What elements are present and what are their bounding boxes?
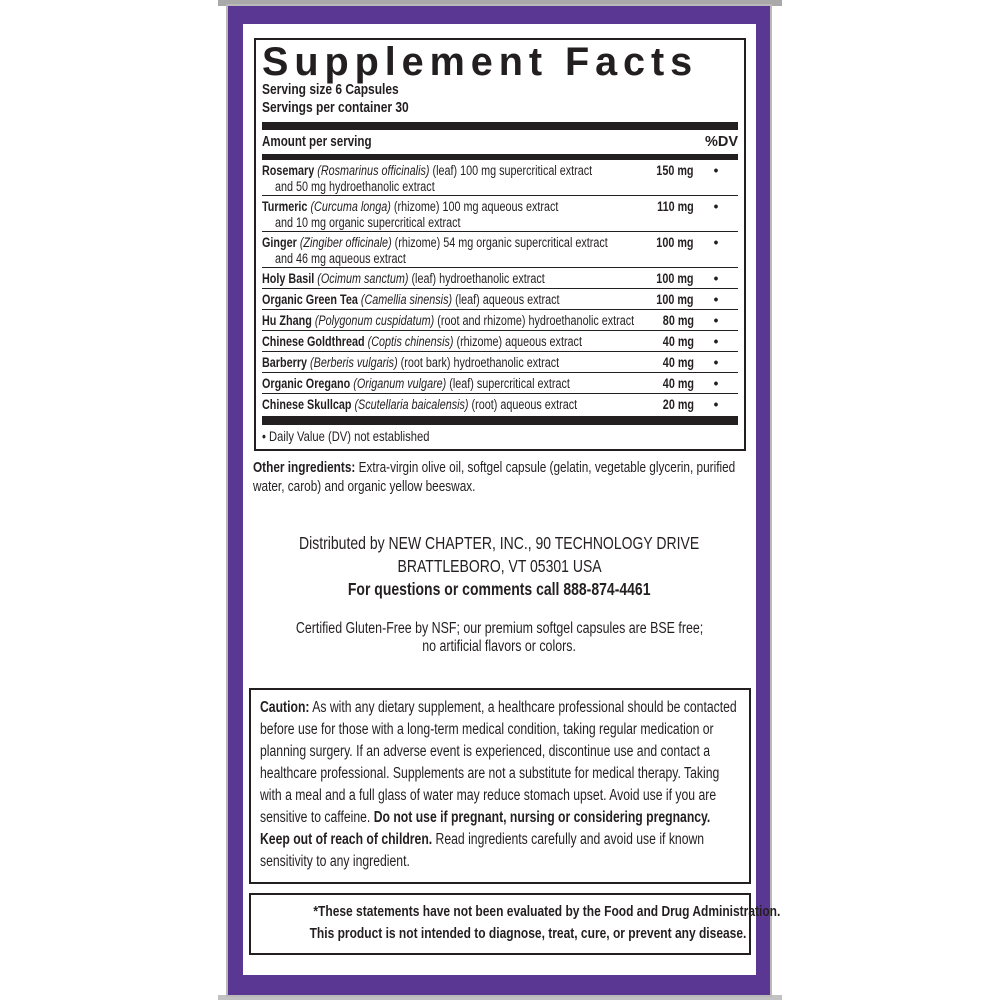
ingredient-name-cell	[262, 270, 638, 287]
label-content	[243, 24, 781, 975]
ingredient-amount-cell	[638, 375, 694, 392]
ingredient-name: Chinese Skullcap	[262, 396, 352, 412]
other-ingredients-text: Extra-virgin olive oil, softgel capsule (gelatin, vegetable glycerin, purified water, carob) and organic yellow beeswax.	[253, 459, 736, 495]
ingredient-latin-name: (Polygonum cuspidatum)	[314, 312, 435, 328]
dv-header: %DV	[704, 134, 738, 150]
ingredient-name: Organic Green Tea	[262, 291, 358, 307]
ingredient-name: Rosemary	[262, 162, 315, 178]
ingredient-name: Holy Basil	[262, 270, 315, 286]
ingredient-dv-bullet: •	[713, 198, 719, 214]
ingredient-line2-wrap	[262, 179, 638, 194]
ingredient-detail: (rhizome) aqueous extract	[456, 333, 582, 349]
caution-box	[249, 688, 751, 884]
ingredient-detail: (leaf) 100 mg supercritical extract	[432, 162, 593, 178]
other-ingredients-label: Other ingredients:	[253, 459, 356, 476]
ingredient-name: Chinese Goldthread	[262, 333, 365, 349]
purple-frame	[228, 6, 781, 995]
fda-disclaimer-line1: *These statements have not been evaluated by the Food and Drug Administration.	[313, 903, 781, 920]
ingredient-line2: and 10 mg organic supercritical extract	[275, 214, 461, 230]
ingredient-name: Ginger	[262, 234, 297, 250]
ingredient-dv-bullet: •	[713, 312, 719, 328]
ingredient-detail: (root and rhizome) hydroethanolic extract	[437, 312, 635, 328]
ingredient-name-cell	[262, 396, 638, 413]
other-ingredients	[253, 458, 748, 496]
ingredient-dv-bullet: •	[713, 162, 719, 178]
distributor-phone-line: For questions or comments call 888-874-4461	[348, 579, 651, 599]
caution-text	[260, 697, 740, 873]
ingredient-row	[262, 267, 738, 288]
caution-text1: As with any dietary supplement, a healthcare professional should be contacted before use for those with a long-term medical condition, taking regular medication or planning surgery. If an adverse event is experienced, discontinue use and contact a healthcare professional. Supplements are not a substitute for medical therapy. Taking with a meal and a full glass of water may reduce stomach upset. Avoid use if you are sensitive to caffeine.	[260, 699, 737, 826]
certification-block	[243, 620, 756, 656]
ingredient-dv-bullet: •	[713, 270, 719, 286]
ingredient-row	[262, 309, 738, 330]
fda-disclaimer-line2: This product is not intended to diagnose, treat, cure, or prevent any disease.	[309, 925, 747, 942]
supplement-facts-panel	[254, 38, 746, 451]
ingredient-detail: (leaf) aqueous extract	[455, 291, 560, 307]
caution-bold-sentence: Do not use if pregnant, nursing or considering pregnancy. Keep out of reach of children.	[260, 809, 711, 848]
ingredient-name-cell	[262, 198, 638, 230]
ingredient-dv-bullet: •	[713, 354, 719, 370]
distributor-line2: BRATTLEBORO, VT 05301 USA	[397, 556, 602, 576]
ingredient-dv-bullet: •	[713, 375, 719, 391]
ingredient-latin-name: (Origanum vulgare)	[353, 375, 447, 391]
ingredient-row	[262, 393, 738, 414]
ingredient-latin-name: (Ocimum sanctum)	[317, 270, 409, 286]
dv-footnote: • Daily Value (DV) not established	[262, 428, 430, 444]
ingredient-row	[262, 330, 738, 351]
fda-disclaimer-box	[249, 893, 781, 955]
servings-per-container: Servings per container 30	[262, 99, 409, 116]
ingredient-name: Turmeric	[262, 198, 308, 214]
ingredient-name-cell	[262, 333, 638, 350]
ingredient-name: Barberry	[262, 354, 308, 370]
panel-title: Supplement Facts	[262, 40, 699, 84]
ingredient-detail: (rhizome) 100 mg aqueous extract	[393, 198, 559, 214]
ingredient-name: Organic Oregano	[262, 375, 351, 391]
ingredient-amount-cell	[638, 333, 694, 350]
ingredient-table	[262, 160, 738, 414]
ingredient-row	[262, 231, 738, 267]
ingredient-name-cell	[262, 162, 638, 194]
ingredient-row	[262, 351, 738, 372]
distributor-line1: Distributed by NEW CHAPTER, INC., 90 TECHNOLOGY DRIVE	[299, 533, 700, 553]
ingredient-dv-bullet: •	[713, 234, 719, 250]
ingredient-row	[262, 288, 738, 309]
ingredient-detail: (rhizome) 54 mg organic supercritical extract	[394, 234, 608, 250]
ingredient-amount-cell	[638, 354, 694, 371]
ingredient-name-cell	[262, 234, 638, 266]
ingredient-amount: 40 mg	[662, 333, 694, 349]
ingredient-amount: 80 mg	[662, 312, 694, 328]
ingredient-latin-name: (Berberis vulgaris)	[310, 354, 398, 370]
ingredient-latin-name: (Rosmarinus officinalis)	[317, 162, 430, 178]
ingredient-amount: 100 mg	[656, 234, 694, 250]
ingredient-name: Hu Zhang	[262, 312, 312, 328]
ingredient-latin-name: (Camellia sinensis)	[360, 291, 453, 307]
ingredient-dv-bullet: •	[713, 333, 719, 349]
ingredient-line2-wrap	[262, 251, 638, 266]
ingredient-latin-name: (Scutellaria baicalensis)	[354, 396, 469, 412]
ingredient-row	[262, 160, 738, 195]
caution-text2: Read ingredients carefully and avoid use if known sensitivity to any ingredient.	[260, 831, 705, 870]
ingredient-name-cell	[262, 312, 638, 329]
certification-line1: Certified Gluten-Free by NSF; our premium softgel capsules are BSE free;	[295, 620, 704, 637]
ingredient-amount-cell	[638, 234, 694, 251]
ingredient-detail: (root bark) hydroethanolic extract	[400, 354, 560, 370]
ingredient-detail: (leaf) hydroethanolic extract	[411, 270, 545, 286]
ingredient-amount: 100 mg	[656, 270, 694, 286]
ingredient-amount-cell	[638, 312, 694, 329]
ingredient-row	[262, 195, 738, 231]
table-header	[262, 133, 738, 152]
ingredient-line2-wrap	[262, 215, 638, 230]
ingredient-amount-cell	[638, 396, 694, 413]
serving-size: Serving size 6 Capsules	[262, 81, 399, 98]
certification-line2: no artificial flavors or colors.	[422, 638, 577, 655]
ingredient-dv-bullet: •	[713, 396, 719, 412]
ingredient-name-cell	[262, 354, 638, 371]
ingredient-amount: 40 mg	[662, 354, 694, 370]
ingredient-amount: 150 mg	[656, 162, 694, 178]
ingredient-amount-cell	[638, 162, 694, 179]
ingredient-amount: 20 mg	[662, 396, 694, 412]
ingredient-line2: and 50 mg hydroethanolic extract	[275, 178, 435, 194]
distributor-block	[243, 532, 756, 601]
amount-per-serving-header: Amount per serving	[262, 134, 372, 150]
ingredient-name-cell	[262, 375, 638, 392]
photo-bottom-edge	[218, 995, 782, 1000]
label-photo	[218, 0, 782, 1000]
divider-thick-bottom	[262, 416, 738, 425]
ingredient-line2: and 46 mg aqueous extract	[275, 250, 406, 266]
ingredient-amount-cell	[638, 270, 694, 287]
ingredient-name-cell	[262, 291, 638, 308]
ingredient-amount-cell	[638, 198, 694, 215]
ingredient-detail: (leaf) supercritical extract	[449, 375, 570, 391]
ingredient-amount-cell	[638, 291, 694, 308]
ingredient-dv-bullet: •	[713, 291, 719, 307]
ingredient-detail: (root) aqueous extract	[471, 396, 578, 412]
ingredient-latin-name: (Coptis chinensis)	[367, 333, 454, 349]
ingredient-latin-name: (Curcuma longa)	[310, 198, 391, 214]
ingredient-amount: 110 mg	[657, 198, 694, 214]
ingredient-latin-name: (Zingiber officinale)	[299, 234, 392, 250]
ingredient-amount: 100 mg	[656, 291, 694, 307]
ingredient-row	[262, 372, 738, 393]
divider-thick	[262, 122, 738, 130]
ingredient-amount: 40 mg	[662, 375, 694, 391]
caution-label: Caution:	[260, 699, 310, 716]
